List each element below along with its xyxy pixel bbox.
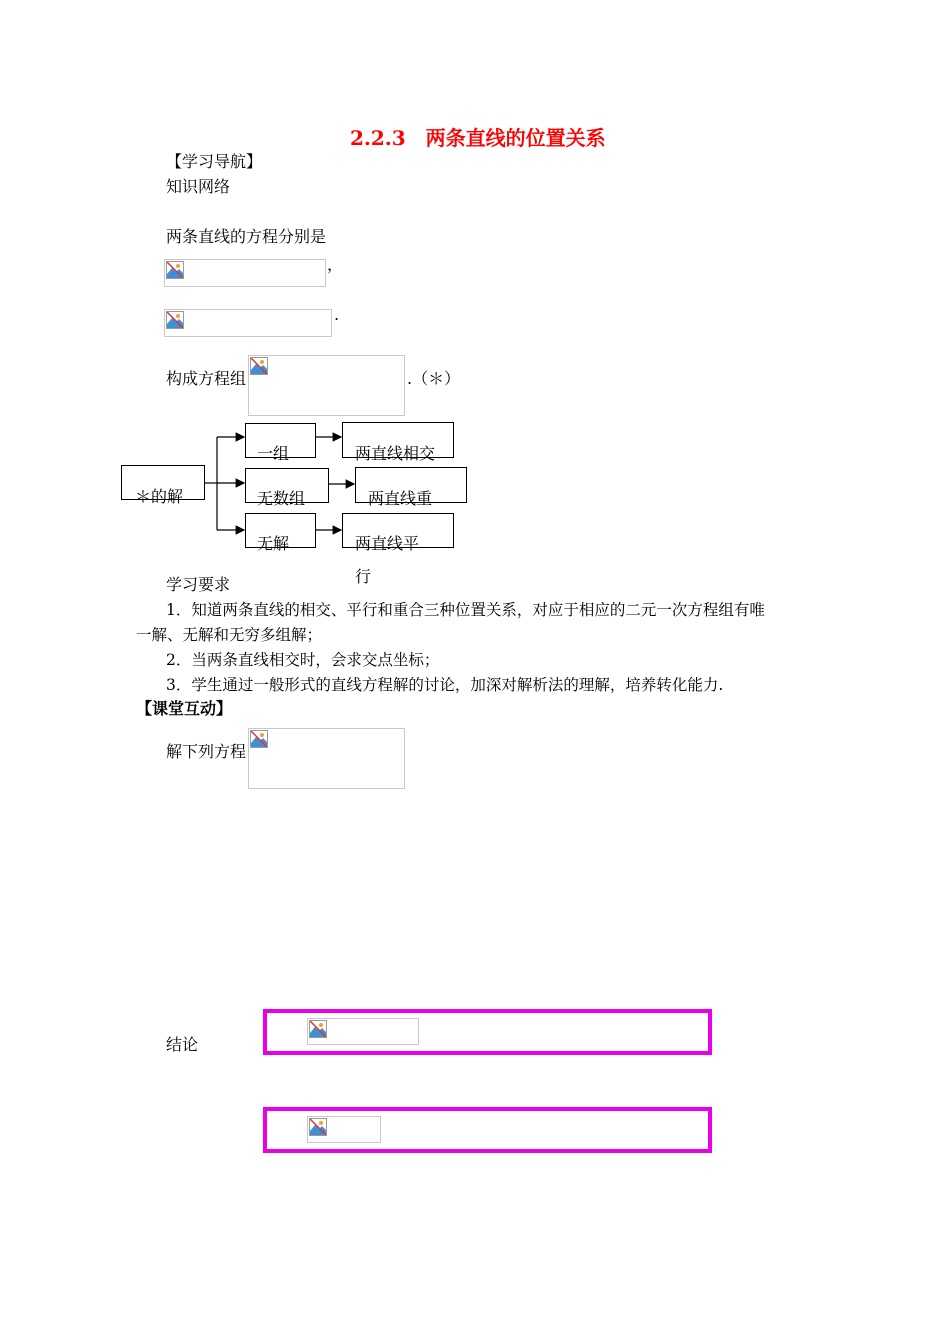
requirement-2: 2．当两条直线相交时，会求交点坐标； — [166, 651, 440, 669]
diagram-result-label-2: 两直线重 — [368, 489, 433, 508]
knowledge-network-label: 知识网络 — [166, 177, 231, 196]
conclusion-2-image — [307, 1116, 381, 1143]
requirement-1: 1．知道两条直线的相交、平行和重合三种位置关系，对应于相应的二元一次方程组有唯 — [166, 601, 765, 619]
requirement-1-continued: 一解、无解和无穷多组解； — [136, 626, 323, 644]
requirements-title: 学习要求 — [166, 575, 231, 594]
broken-image-icon — [309, 1118, 327, 1136]
system-label: 构成方程组 — [166, 369, 247, 388]
solve-label: 解下列方程 — [166, 742, 247, 761]
diagram-result-label-1: 两直线相交 — [355, 444, 436, 463]
system-suffix: .（＊） — [407, 369, 461, 388]
diagram-result-label-3: 两直线平 — [355, 534, 420, 553]
diagram-result-overflow: 行 — [355, 567, 372, 586]
diagram-solution-label-3: 无解 — [257, 534, 290, 553]
diagram-connectors — [0, 0, 950, 620]
diagram-solution-label-1: 一组 — [257, 444, 290, 463]
section-guide-heading: 【学习导航】 — [166, 152, 263, 171]
section-interaction-heading: 【课堂互动】 — [136, 699, 233, 718]
equations-intro: 两条直线的方程分别是 — [166, 227, 327, 246]
conclusion-1-image — [307, 1018, 419, 1045]
broken-image-icon — [250, 730, 268, 748]
comma-1: ， — [327, 255, 344, 274]
diagram-root-label: ＊的解 — [135, 487, 184, 506]
period-1: . — [334, 305, 340, 324]
requirement-3: 3．学生通过一般形式的直线方程解的讨论，加深对解析法的理解，培养转化能力. — [166, 676, 724, 694]
solve-equations-image — [248, 728, 405, 789]
broken-image-icon — [309, 1020, 327, 1038]
page-title: 2.2.3 两条直线的位置关系 — [350, 126, 606, 150]
conclusion-label: 结论 — [166, 1035, 199, 1054]
diagram-solution-label-2: 无数组 — [257, 489, 306, 508]
